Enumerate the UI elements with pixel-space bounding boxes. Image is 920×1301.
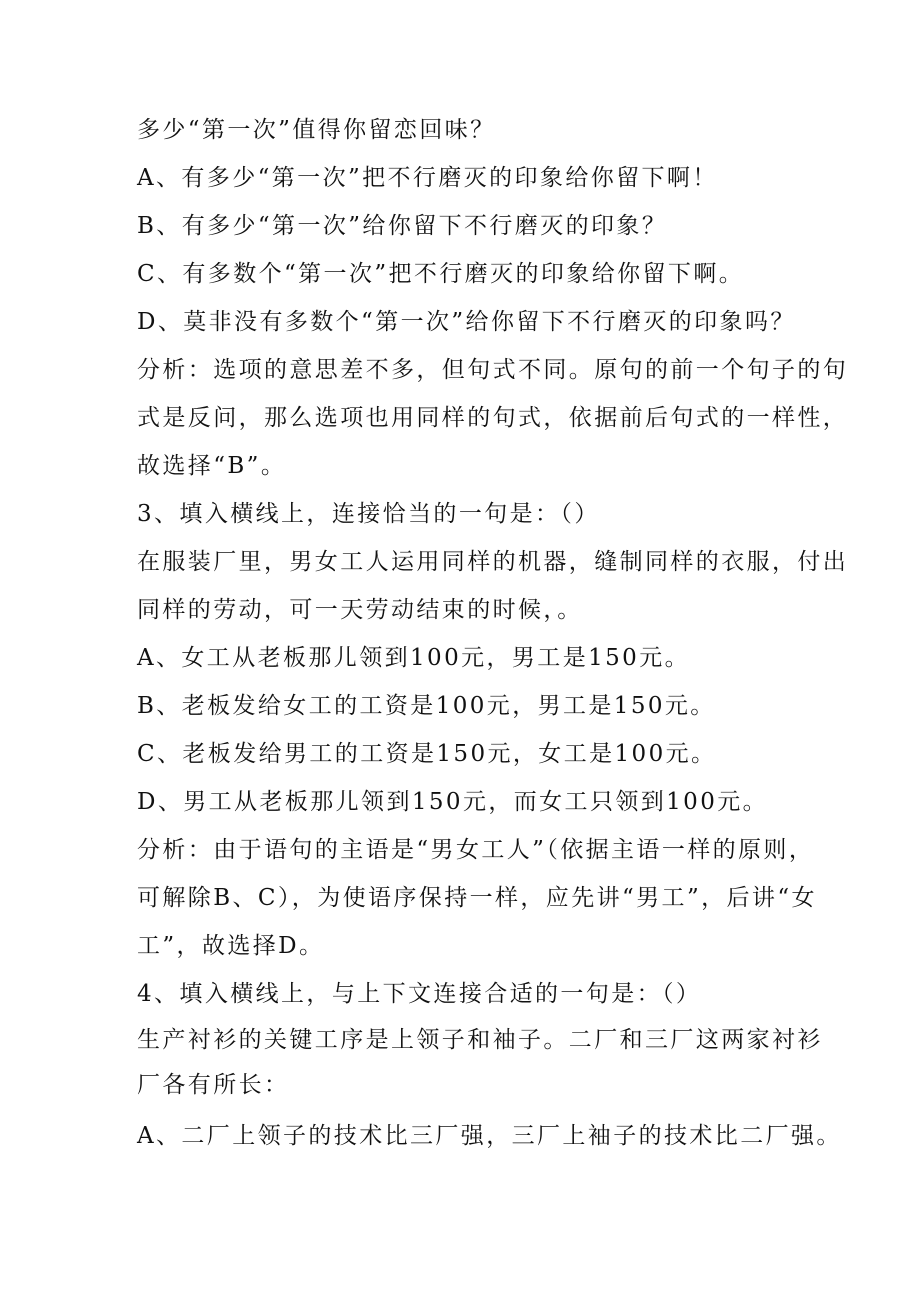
- text-line-20: 生产衬衫的关键工序是上领子和袖子。二厂和三厂这两家衬衫: [137, 1027, 823, 1053]
- text-line-15: D、男工从老板那儿领到150元，而女工只领到100元。: [137, 789, 769, 815]
- text-line-8: 故选择“B”。: [137, 453, 287, 479]
- text-line-14: C、老板发给男工的工资是150元，女工是100元。: [137, 741, 717, 767]
- text-line-7: 式是反问，那么选项也用同样的句式，依据前后句式的一样性，: [137, 405, 849, 431]
- text-line-21: 厂各有所长：: [137, 1072, 290, 1098]
- text-line-1: 多少“第一次”值得你留恋回味？: [137, 117, 496, 143]
- text-line-9: 3、填入横线上，连接恰当的一句是：（）: [137, 501, 600, 527]
- text-line-19: 4、填入横线上，与上下文连接合适的一句是：（）: [137, 981, 702, 1007]
- text-line-10: 在服装厂里，男女工人运用同样的机器，缝制同样的衣服，付出: [137, 549, 849, 575]
- text-line-5: D、莫非没有多数个“第一次”给你留下不行磨灭的印象吗？: [137, 309, 796, 335]
- text-line-22: A、二厂上领子的技术比三厂强，三厂上袖子的技术比二厂强。: [137, 1123, 842, 1149]
- text-line-6: 分析：选项的意思差不多，但句式不同。原句的前一个句子的句: [137, 357, 849, 383]
- text-line-2: A、有多少“第一次”把不行磨灭的印象给你留下啊！: [137, 165, 718, 191]
- text-line-11: 同样的劳动，可一天劳动结束的时候，。: [137, 597, 583, 623]
- text-line-17: 可解除B、C），为使语序保持一样，应先讲“男工”，后讲“女: [137, 885, 817, 911]
- text-line-16: 分析：由于语句的主语是“男女工人”（依据主语一样的原则，: [137, 837, 815, 863]
- text-line-18: 工”，故选择D。: [137, 933, 325, 959]
- text-line-12: A、女工从老板那儿领到100元，男工是150元。: [137, 645, 691, 671]
- text-line-13: B、老板发给女工的工资是100元，男工是150元。: [137, 693, 716, 719]
- text-line-3: B、有多少“第一次”给你留下不行磨灭的印象？: [137, 213, 668, 239]
- text-line-4: C、有多数个“第一次”把不行磨灭的印象给你留下啊。: [137, 261, 745, 287]
